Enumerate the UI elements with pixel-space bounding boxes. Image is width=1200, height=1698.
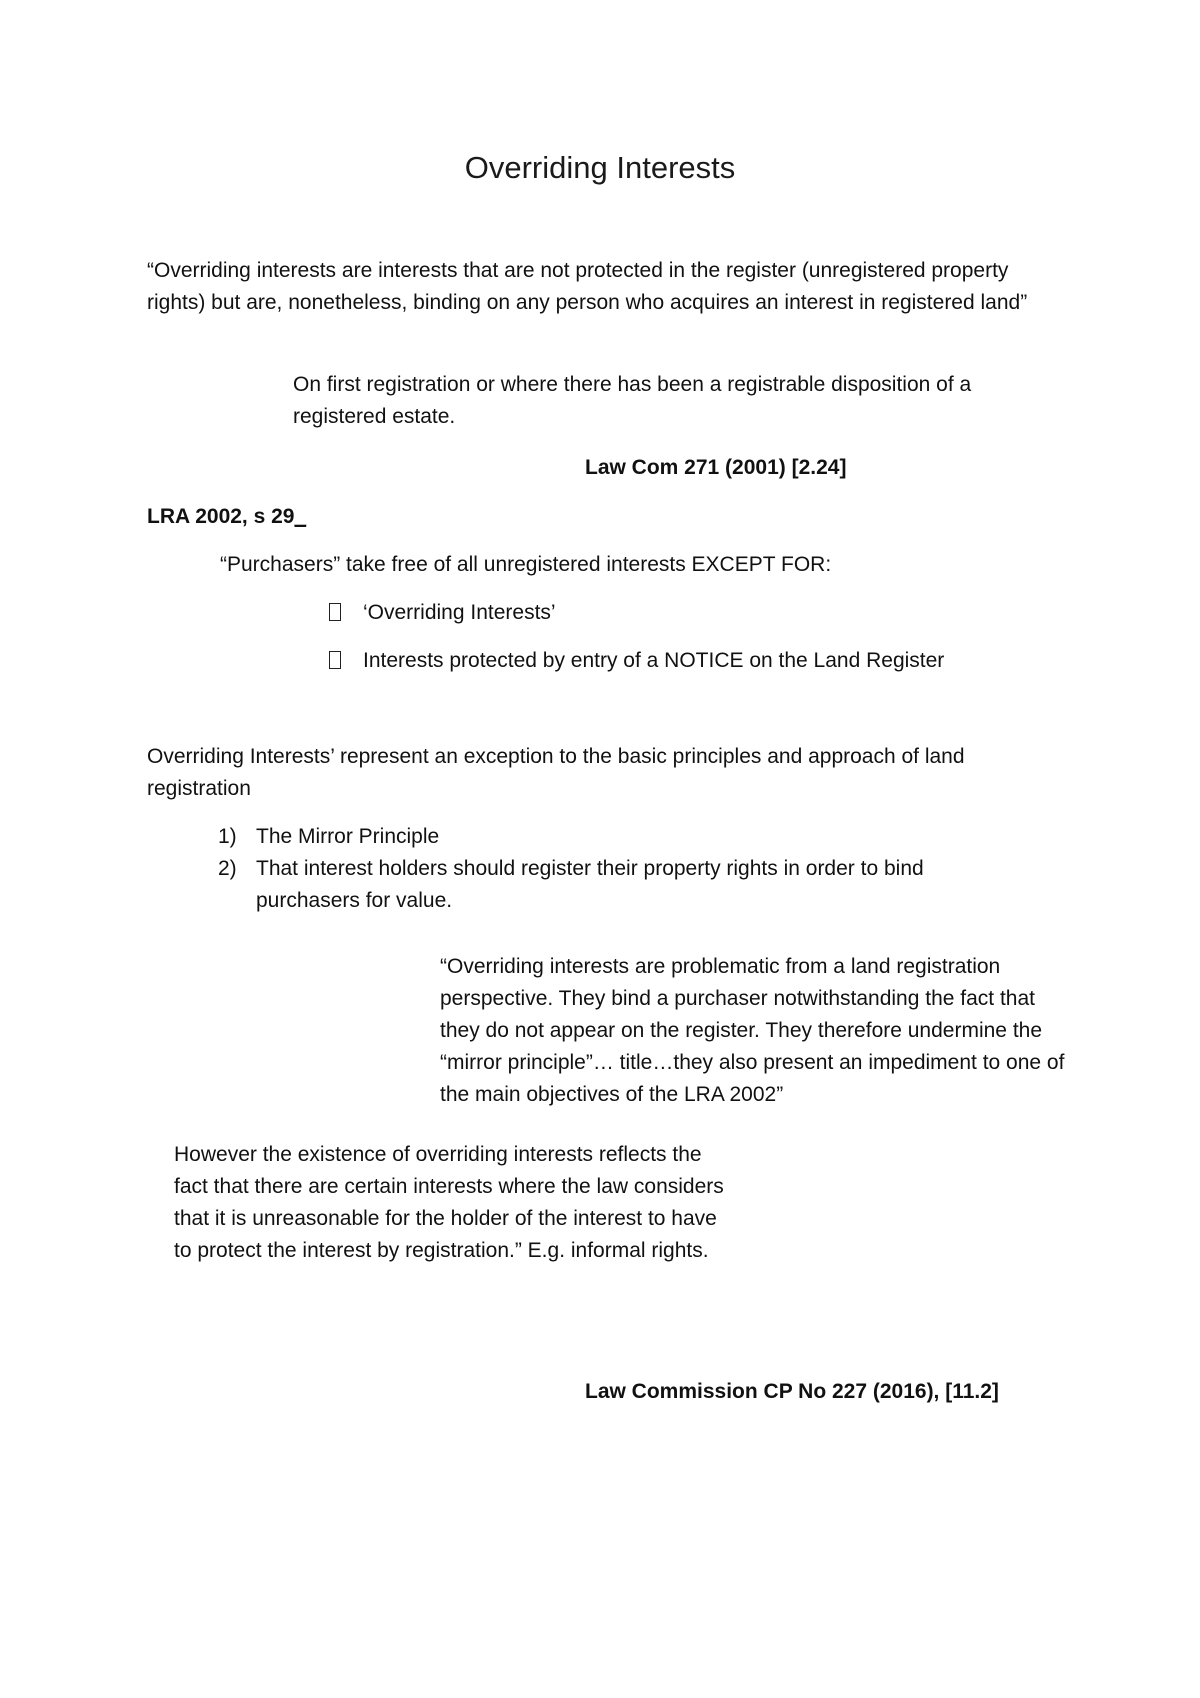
purchasers-line: “Purchasers” take free of all unregistered interests EXCEPT FOR:: [220, 553, 832, 576]
however-paragraph: However the existence of overriding interests reflects the fact that there are certain interests where the law considers that it is unreasonable for the holder of the interest to have to protect the interest by registration.” E.g. informal rights.: [174, 1143, 724, 1262]
section-heading-text: LRA 2002, s 29: [147, 505, 295, 528]
exception-item: [329, 597, 556, 629]
principle-marker: 2): [218, 857, 237, 880]
page-title: Overriding Interests: [464, 150, 736, 185]
section-heading: [147, 501, 547, 533]
principle-item: [218, 853, 1038, 917]
exception-paragraph: Overriding Interests’ represent an exception to the basic principles and approach of land registration: [147, 745, 965, 800]
exception-item: [329, 645, 944, 677]
intro-note: On first registration or where there has been a registrable disposition of a registered estate.: [293, 373, 972, 428]
principle-text: That interest holders should register their property rights in order to bind purchasers for value.: [256, 857, 924, 912]
problem-quote: “Overriding interests are problematic from a land registration perspective. They bind a purchaser notwithstanding the fact that they do not appear on the register. They therefore undermine the “mirror principle”… title…they also present an impediment to one of the main objectives of the LRA 2002”: [440, 955, 1065, 1106]
intro-citation: Law Com 271 (2001) [2.24]: [585, 456, 847, 479]
exception-text: ‘Overriding Interests’: [363, 601, 556, 624]
exception-text: Interests protected by entry of a NOTICE on the Land Register: [363, 649, 945, 672]
principle-text: The Mirror Principle: [256, 825, 440, 848]
intro-quote: “Overriding interests are interests that are not protected in the register (unregistered property rights) but are, nonetheless, binding on any person who acquires an interest in registered land”: [147, 259, 1028, 314]
principle-item: [218, 821, 1038, 853]
principle-marker: 1): [218, 825, 237, 848]
section-heading-suffix: _: [294, 505, 307, 528]
final-citation: Law Commission CP No 227 (2016), [11.2]: [585, 1380, 999, 1403]
box-bullet-icon: [329, 651, 341, 669]
box-bullet-icon: [329, 603, 341, 621]
